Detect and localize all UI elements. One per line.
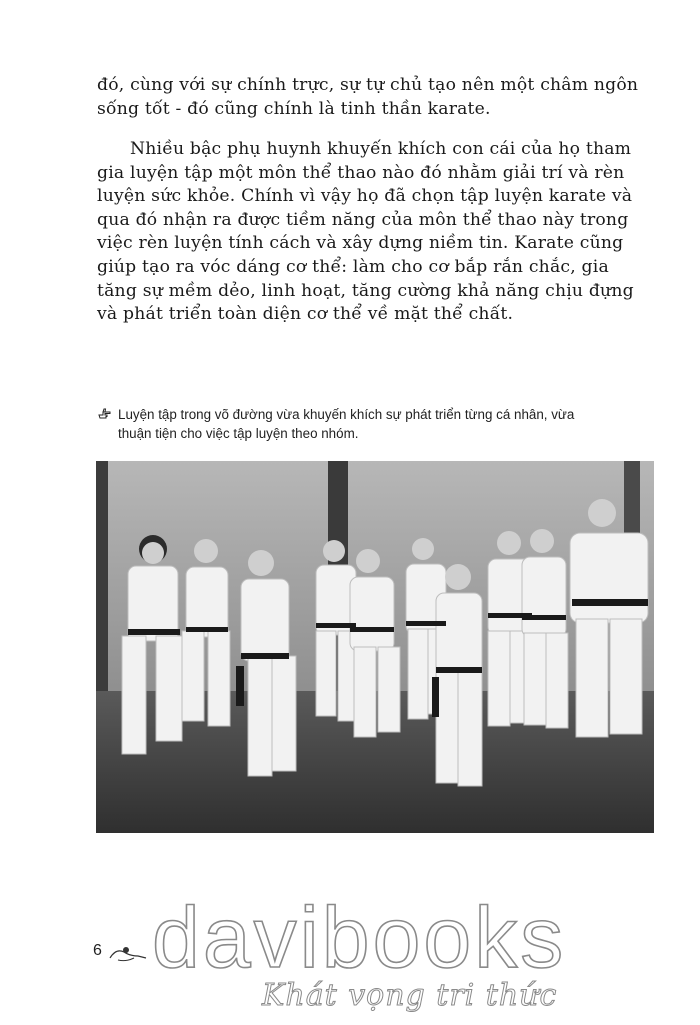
karate-figure-ornament-icon	[108, 944, 148, 966]
paragraph-line: và phát triển toàn diện cơ thể về mặt thể chất.	[97, 304, 514, 325]
photo-caption	[98, 405, 673, 443]
watermark-slogan: Khát vọng tri thức	[262, 978, 558, 1013]
paragraph-line: Nhiều bậc phụ huynh khuyến khích con cái của họ tham	[130, 139, 632, 159]
paragraph-line: sống tốt - đó cũng chính là tinh thần karate.	[97, 98, 491, 119]
karate-class-photo	[96, 461, 654, 833]
watermark-brand: davibooks	[152, 890, 567, 986]
pointing-hand-icon	[98, 406, 112, 420]
caption-line: Luyện tập trong võ đường vừa khuyến khích sự phát triển từng cá nhân, vừa	[118, 407, 575, 422]
paragraph-line: đó, cùng với sự chính trực, sự tự chủ tạo nên một châm ngôn	[97, 75, 639, 95]
paragraph-line: qua đó nhận ra được tiềm năng của môn thể thao này trong	[97, 209, 629, 230]
page-number: 6	[93, 942, 102, 959]
paragraph-1	[97, 74, 657, 121]
paragraph-line: giúp tạo ra vóc dáng cơ thể: làm cho cơ bắp rắn chắc, gia	[97, 256, 609, 277]
paragraph-line: việc rèn luyện tính cách và xây dựng niềm tin. Karate cũng	[97, 233, 624, 254]
paragraph-2	[97, 138, 657, 327]
paragraph-line: tăng sự mềm dẻo, linh hoạt, tăng cường khả năng chịu đựng	[97, 280, 634, 301]
caption-line: thuận tiện cho việc tập luyện theo nhóm.	[118, 426, 359, 441]
paragraph-line: gia luyện tập một môn thể thao nào đó nhằm giải trí và rèn	[97, 162, 625, 183]
paragraph-line: luyện sức khỏe. Chính vì vậy họ đã chọn tập luyện karate và	[97, 186, 633, 207]
photo-illustration	[96, 461, 654, 833]
